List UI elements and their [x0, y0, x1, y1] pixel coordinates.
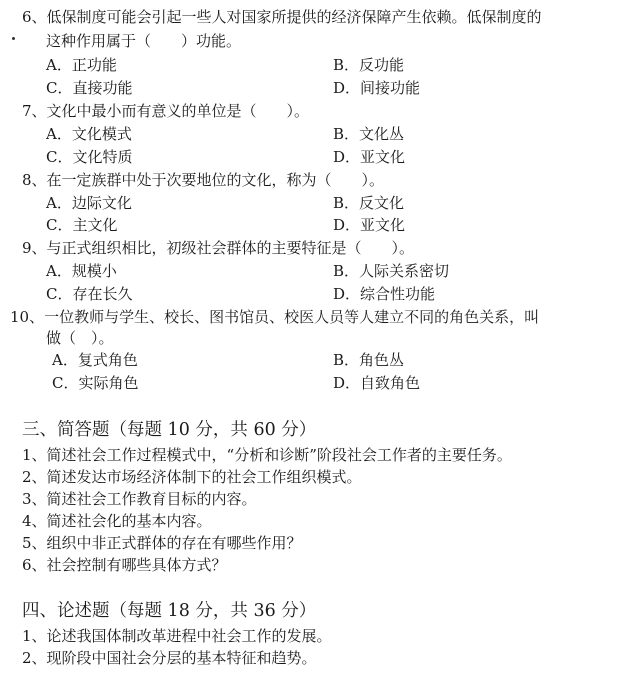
section-3-item-6: 6、社会控制有哪些具体方式？ [22, 556, 227, 574]
question-6-stem: 6、低保制度可能会引起一些人对国家所提供的经济保障产生依赖。低保制度的 [22, 8, 542, 26]
question-9-stem: 9、与正式组织相比，初级社会群体的主要特征是（ ）。 [22, 239, 415, 257]
question-7-option-d: D．亚文化 [333, 148, 406, 166]
section-3-item-2: 2、简述发达市场经济体制下的社会工作组织模式。 [22, 468, 362, 486]
question-9-option-c: C．存在长久 [46, 285, 133, 303]
section-3-item-1: 1、简述社会工作过程模式中，“分析和诊断”阶段社会工作者的主要任务。 [22, 446, 512, 464]
question-8-option-c: C．主文化 [46, 216, 118, 234]
question-6-stem-cont: 这种作用属于（ ）功能。 [46, 32, 242, 50]
question-9-option-b: B．人际关系密切 [333, 262, 450, 280]
question-6-option-c: C．直接功能 [46, 79, 133, 97]
scan-speck [12, 37, 15, 40]
section-3-item-4: 4、简述社会化的基本内容。 [22, 512, 212, 530]
question-7-option-b: B．文化丛 [333, 125, 405, 143]
section-4-title: 四、论述题（每题 18 分，共 36 分） [22, 601, 317, 621]
question-10-option-a: A．复式角色 [52, 351, 138, 369]
section-4-item-1: 1、论述我国体制改革进程中社会工作的发展。 [22, 627, 332, 645]
question-8-option-b: B．反文化 [333, 194, 405, 212]
question-8-stem: 8、在一定族群中处于次要地位的文化，称为（ ）。 [22, 171, 385, 189]
question-7-stem: 7、文化中最小而有意义的单位是（ ）。 [22, 102, 310, 120]
question-6-option-d: D．间接功能 [333, 79, 421, 97]
question-10-option-b: B．角色丛 [333, 351, 405, 369]
question-6-option-b: B．反功能 [333, 56, 405, 74]
section-3-title: 三、简答题（每题 10 分，共 60 分） [22, 420, 317, 440]
question-6-option-a: A．正功能 [46, 56, 117, 74]
question-9-option-d: D．综合性功能 [333, 285, 436, 303]
question-10-stem: 10、一位教师与学生、校长、图书馆员、校医人员等人建立不同的角色关系，叫 [10, 308, 540, 326]
section-3-item-5: 5、组织中非正式群体的存在有哪些作用？ [22, 534, 302, 552]
question-7-option-c: C．文化特质 [46, 148, 133, 166]
question-10-stem-cont: 做（ ）。 [46, 329, 114, 347]
section-4-item-2: 2、现阶段中国社会分层的基本特征和趋势。 [22, 649, 317, 667]
question-9-option-a: A．规模小 [46, 262, 117, 280]
question-8-option-d: D．亚文化 [333, 216, 406, 234]
section-3-item-3: 3、简述社会工作教育目标的内容。 [22, 490, 257, 508]
question-10-option-c: C．实际角色 [52, 374, 139, 392]
question-7-option-a: A．文化模式 [46, 125, 132, 143]
question-10-option-d: D．自致角色 [333, 374, 421, 392]
question-8-option-a: A．边际文化 [46, 194, 132, 212]
